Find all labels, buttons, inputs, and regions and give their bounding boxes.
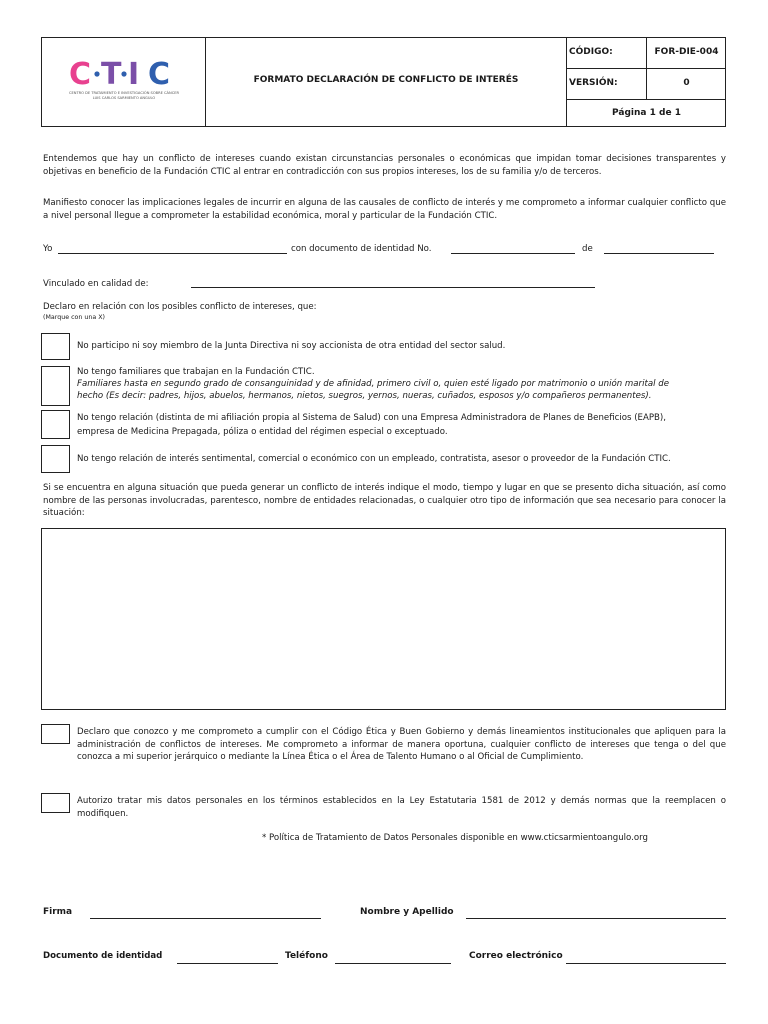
vinculado-field[interactable] bbox=[191, 287, 595, 288]
svg-text:LUIS CARLOS SARMIENTO ANGULO: LUIS CARLOS SARMIENTO ANGULO bbox=[92, 96, 156, 100]
option-text-3: No tengo relación (distinta de mi afiliación propia al Sistema de Salud) con una Empresa Administradora de Planes de Beneficios (EAPB), bbox=[77, 413, 667, 423]
firma-field[interactable] bbox=[90, 918, 321, 919]
logo-c2: C bbox=[148, 57, 171, 92]
option-text-2: No tengo familiares que trabajan en la Fundación CTIC. bbox=[77, 367, 315, 377]
svg-text:I: I bbox=[128, 57, 140, 92]
telefono-label: Teléfono bbox=[285, 951, 328, 961]
option-text-3b: empresa de Medicina Prepagada, póliza o entidad del régimen especial o exceptuado. bbox=[77, 427, 448, 437]
nombre-field[interactable] bbox=[466, 918, 726, 919]
declaro-heading: Declaro en relación con los posibles conflicto de intereses, que: bbox=[43, 302, 317, 312]
de-label: de bbox=[582, 244, 593, 254]
declaro-hint: (Marque con una X) bbox=[43, 314, 106, 321]
option-text-2c: hecho (Es decir: padres, hijos, abuelos, hermanos, nietos, suegros, yernos, nueras, cuñados, esposos y/o compañeros permanentes). bbox=[77, 391, 652, 401]
logo-t: T bbox=[101, 57, 122, 92]
version-label: VERSIÓN: bbox=[569, 78, 618, 88]
document-place-field[interactable] bbox=[604, 253, 714, 254]
option-text-2b: Familiares hasta en segundo grado de consanguinidad y de afinidad, primero civil o, quien esté ligado por matrimonio o unión marital de bbox=[77, 379, 669, 389]
intro-paragraph: Entendemos que hay un conflicto de intereses cuando existan circunstancias personales o económicas que impidan tomar decisiones transparentes y objetivas en beneficio de la Fundación CTIC al entrar en contradicción con sus propios intereses, los de su familia y/o de terceros. bbox=[43, 154, 726, 177]
document-number-field[interactable] bbox=[451, 253, 575, 254]
option-checkbox-2[interactable] bbox=[41, 366, 70, 406]
documento-label-sign: Documento de identidad bbox=[43, 951, 163, 961]
page-number: Página 1 de 1 bbox=[612, 108, 681, 118]
documento-label: con documento de identidad No. bbox=[291, 244, 432, 254]
name-field[interactable] bbox=[58, 253, 287, 254]
telefono-field[interactable] bbox=[335, 963, 451, 964]
correo-label: Correo electrónico bbox=[469, 951, 563, 961]
option-checkbox-1[interactable] bbox=[41, 333, 70, 360]
nombre-label: Nombre y Apellido bbox=[360, 907, 454, 917]
yo-label: Yo bbox=[43, 244, 53, 254]
data-consent-paragraph: Autorizo tratar mis datos personales en los términos establecidos en la Ley Estatutaria 1581 de 2012 y demás normas que la reemplacen o modifiquen. bbox=[77, 796, 726, 819]
logo-c1: C bbox=[69, 57, 92, 92]
header-table bbox=[41, 37, 726, 127]
logo bbox=[42, 38, 205, 126]
version-value: 0 bbox=[683, 78, 690, 88]
option-text-1: No participo ni soy miembro de la Junta Directiva ni soy accionista de otra entidad del sector salud. bbox=[77, 341, 506, 351]
data-consent-checkbox[interactable] bbox=[41, 793, 70, 813]
compliance-checkbox[interactable] bbox=[41, 724, 70, 744]
compliance-paragraph: Declaro que conozco y me comprometo a cumplir con el Código Ética y Buen Gobierno y demás lineamientos institucionales que apliquen para la administración de conflictos de intereses. Me comprometo a informar de manera oportuna, cualquier conflicto de intereses que tenga o del que conozca a mi superior jerárquico o mediante la Línea Ética o el Área de Talento Humano o al Oficial de Cumplimiento. bbox=[77, 727, 726, 762]
option-checkbox-3[interactable] bbox=[41, 410, 70, 439]
correo-field[interactable] bbox=[566, 963, 726, 964]
codigo-value: FOR-DIE-004 bbox=[654, 47, 719, 57]
form-title: FORMATO DECLARACIÓN DE CONFLICTO DE INTERÉS bbox=[253, 75, 519, 85]
option-text-4: No tengo relación de interés sentimental, comercial o económico con un empleado, contratista, asesor o proveedor de la Fundación CTIC. bbox=[77, 454, 671, 464]
svg-text:CENTRO DE TRATAMIENTO E INVEST: CENTRO DE TRATAMIENTO E INVESTIGACIÓN SOBRE CÁNCER bbox=[69, 91, 179, 95]
situation-textarea[interactable] bbox=[41, 528, 726, 710]
option-checkbox-4[interactable] bbox=[41, 445, 70, 473]
vinculado-label: Vinculado en calidad de: bbox=[43, 279, 149, 289]
documento-field-sign[interactable] bbox=[177, 963, 278, 964]
codigo-label: CÓDIGO: bbox=[569, 47, 613, 57]
firma-label: Firma bbox=[43, 907, 73, 917]
policy-note: * Política de Tratamiento de Datos Personales disponible en www.cticsarmientoangulo.org bbox=[262, 833, 648, 843]
manifest-paragraph: Manifiesto conocer las implicaciones legales de incurrir en alguna de las causales de conflicto de interés y me comprometo a informar cualquier conflicto que a nivel personal llegue a comprometer la estabilidad económica, moral y particular de la Fundación CTIC. bbox=[43, 198, 726, 221]
situation-paragraph: Si se encuentra en alguna situación que pueda generar un conflicto de interés indique el modo, tiempo y lugar en que se presento dicha situación, así como nombre de las personas involucradas, parentesco, nombre de entidades relacionadas, o cualquier otro tipo de información que sea necesario para conocer la situación: bbox=[43, 483, 726, 518]
